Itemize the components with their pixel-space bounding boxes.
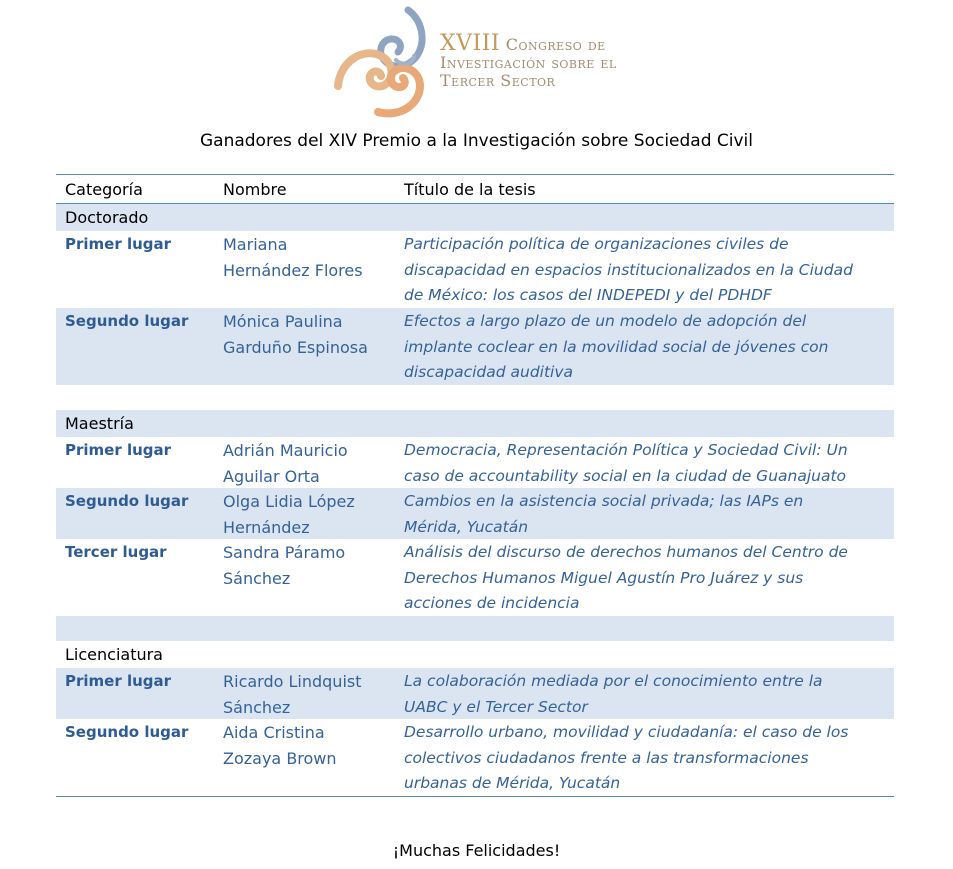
table-row [56,719,894,796]
table-row [56,308,894,385]
winner-name: Ricardo Lindquist Sánchez [223,672,362,717]
section-licenciatura [56,641,894,668]
thesis-title: Análisis del discurso de derechos humanos del Centro de Derechos Humanos Miguel Agustín Pro Juárez y sus acciones de incidencia [404,543,848,612]
table-row [56,231,894,308]
winner-name: Olga Lidia López Hernández [223,492,355,537]
table-row [56,668,894,719]
logo-line-2: Investigación sobre el [440,53,617,72]
winner-name: Mariana Hernández Flores [223,235,363,280]
rank-label: Segundo lugar [65,492,189,510]
spacer-row [56,616,894,641]
congress-logo-text [440,31,617,90]
rank-label: Segundo lugar [65,312,189,330]
winner-name: Adrián Mauricio Aguilar Orta [223,441,348,486]
thesis-title: Democracia, Representación Política y Sociedad Civil: Un caso de accountability social en la ciudad de Guanajuato [404,441,848,485]
spacer-row [56,385,894,410]
header-name: Nombre [223,180,287,199]
rank-label: Primer lugar [65,672,172,690]
section-label: Doctorado [65,208,149,227]
logo-line-1: Congreso de [505,35,606,54]
congress-logo-icon [330,6,440,118]
table-row [56,539,894,616]
table-row [56,488,894,539]
section-label: Licenciatura [65,645,163,664]
header-category: Categoría [65,180,143,199]
thesis-title: Participación política de organizaciones civiles de discapacidad en espacios institucionalizados en la Ciudad de México: los casos del INDEPEDI y del PDHDF [404,235,853,304]
rank-label: Tercer lugar [65,543,167,561]
table-row [56,437,894,488]
section-maestria [56,410,894,437]
thesis-title: Cambios en la asistencia social privada; las IAPs en Mérida, Yucatán [404,492,804,536]
rank-label: Segundo lugar [65,723,189,741]
winner-name: Aida Cristina Zozaya Brown [223,723,337,768]
header-thesis-title: Título de la tesis [404,180,536,199]
table-header-row [56,175,894,204]
thesis-title: Desarrollo urbano, movilidad y ciudadanía: el caso de los colectivos ciudadanos frente a las transformaciones urbanas de Mérida, Yucatán [404,723,849,792]
section-label: Maestría [65,414,134,433]
thesis-title: Efectos a largo plazo de un modelo de adopción del implante coclear en la movilidad social de jóvenes con discapacidad auditiva [404,312,829,381]
thesis-title: La colaboración mediada por el conocimiento entre la UABC y el Tercer Sector [404,672,823,716]
winner-name: Sandra Páramo Sánchez [223,543,346,588]
rank-label: Primer lugar [65,235,172,253]
congress-header [330,6,650,118]
winner-name: Mónica Paulina Garduño Espinosa [223,312,368,357]
rank-label: Primer lugar [65,441,172,459]
section-doctorado [56,204,894,231]
page-title: Ganadores del XIV Premio a la Investigación sobre Sociedad Civil [199,131,754,151]
logo-line-3: Tercer Sector [440,71,556,90]
winners-table [56,174,894,797]
congratulations-footer: ¡Muchas Felicidades! [392,841,561,860]
logo-roman-numeral: XVIII [440,31,501,56]
